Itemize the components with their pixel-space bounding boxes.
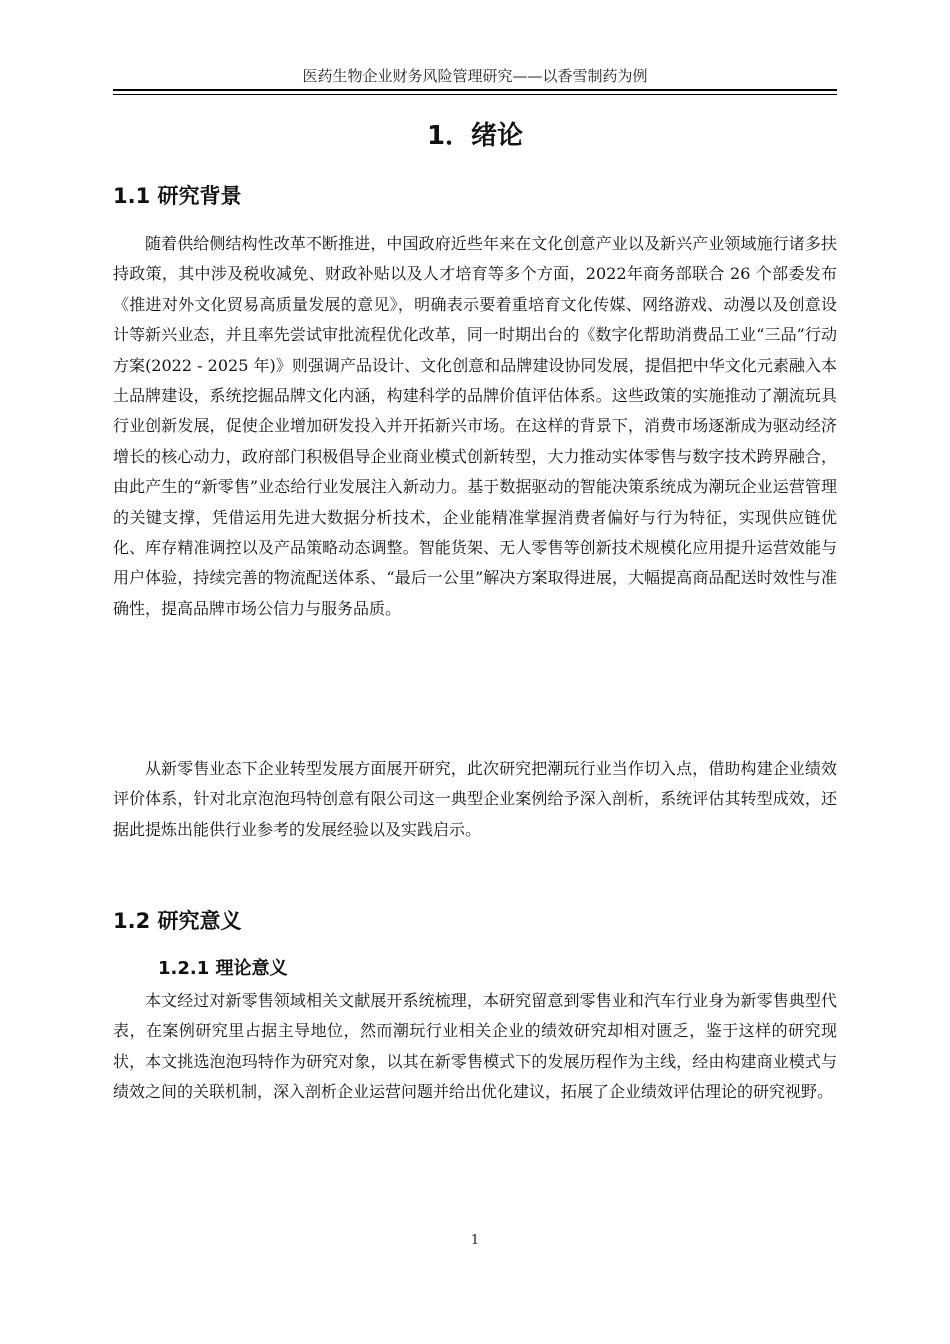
header-rule-thin — [113, 94, 837, 95]
section-heading-1-2: 1.2 研究意义 — [113, 909, 242, 933]
subsection-heading-1-2-1: 1.2.1 理论意义 — [158, 958, 288, 979]
chapter-title: 1．绪论 — [426, 121, 524, 151]
paragraph-background-2: 从新零售业态下企业转型发展方面展开研究，此次研究把潮玩行业当作切入点，借助构建企业绩效评价体系，针对北京泡泡玛特创意有限公司这一典型企业案例给予深入剖析，系统评估其转型成效，还据此提炼出能供行业参考的发展经验以及实践启示。 — [113, 759, 837, 839]
paragraph-background-1: 随着供给侧结构性改革不断推进，中国政府近些年来在文化创意产业以及新兴产业领域施行诸多扶持政策，其中涉及税收减免、财政补贴以及人才培育等多个方面，2022年商务部联合 26 个部委发布《推进对外文化贸易高质量发展的意见》，明确表示要着重培育文化传媒、网络游戏、动漫以及创意设计等新兴业态，并且率先尝试审批流程优化改革，同一时期出台的《数字化帮助消费品工业“三品”行动方案(2022 - 2025 年)》则强调产品设计、文化创意和品牌建设协同发展，提倡把中华文化元素融入本土品牌建设，系统挖掘品牌文化内涵，构建科学的品牌价值评估体系。这些政策的实施推动了潮流玩具行业创新发展，促使企业增加研发投入并开拓新兴市场。在这样的背景下，消费市场逐渐成为驱动经济增长的核心动力，政府部门积极倡导企业商业模式创新转型，大力推动实体零售与数字技术跨界融合，由此产生的“新零售”业态给行业发展注入新动力。基于数据驱动的智能决策系统成为潮玩企业运营管理的关键支撑，凭借运用先进大数据分析技术，企业能精准掌握消费者偏好与行为特征，实现供应链优化、库存精准调控以及产品策略动态调整。智能货架、无人零售等创新技术规模化应用提升运营效能与用户体验，持续完善的物流配送体系、“最后一公里”解决方案取得进展，大幅提高商品配送时效性与准确性，提高品牌市场公信力与服务品质。 — [113, 234, 837, 618]
section-heading-1-1: 1.1 研究背景 — [113, 184, 242, 208]
paragraph-theory-significance: 本文经过对新零售领域相关文献展开系统梳理，本研究留意到零售业和汽车行业身为新零售典型代表，在案例研究里占据主导地位，然而潮玩行业相关企业的绩效研究却相对匮乏，鉴于这样的研究现状，本文挑选泡泡玛特作为研究对象，以其在新零售模式下的发展历程作为主线，经由构建商业模式与绩效之间的关联机制，深入剖析企业运营问题并给出优化建议，拓展了企业绩效评估理论的研究视野。 — [113, 991, 837, 1102]
page-number: 1 — [470, 1233, 480, 1248]
running-header: 医药生物企业财务风险管理研究——以香雪制药为例 — [302, 67, 648, 85]
header-rule-thick — [113, 89, 837, 91]
